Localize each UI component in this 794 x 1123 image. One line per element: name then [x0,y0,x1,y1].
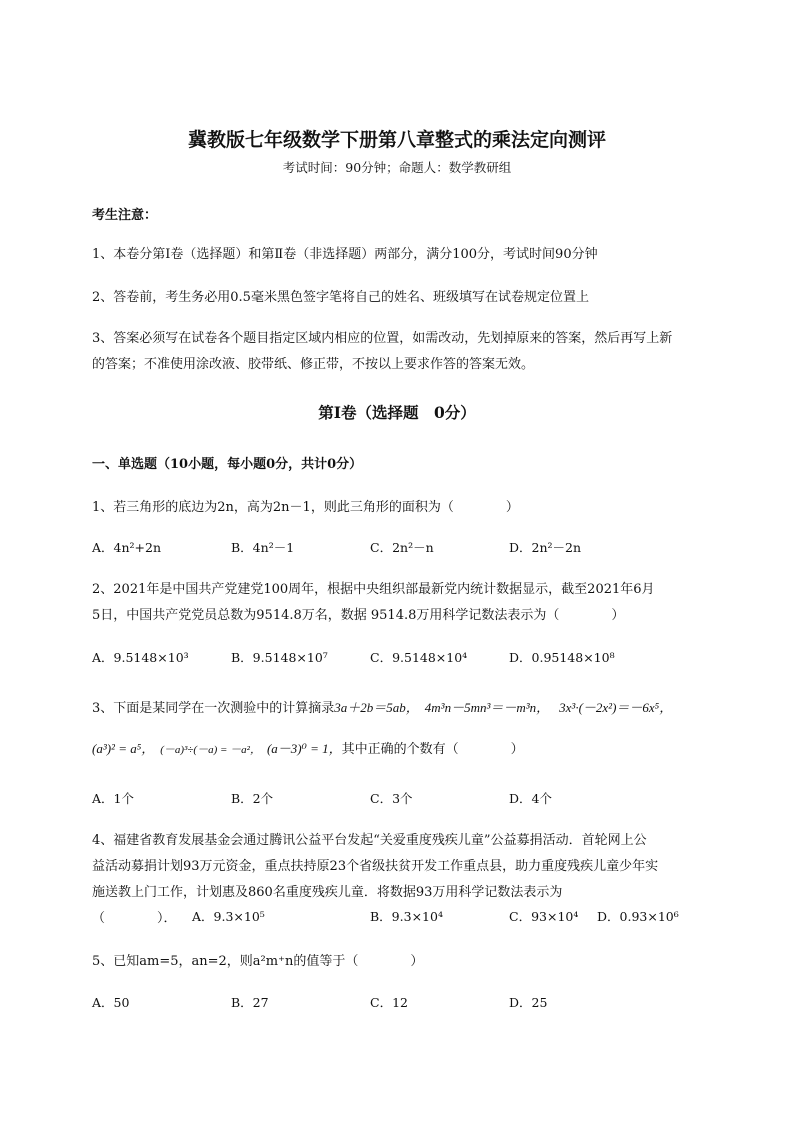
part-heading: 一、单选题（10小题，每小题0分，共计0分） [92,457,363,472]
question-3-expr-4: (a³)² = a⁵， [92,741,155,756]
question-3-expr-2: 4m³n－5mn³＝－m³n， [424,700,550,715]
exam-info: 考试时间：90分钟；命题人：数学教研组 [282,160,512,175]
question-2-option-b: B．9.5148×10⁷ [231,650,328,665]
question-3-expr-1: 3a＋2b＝5ab， [334,700,419,715]
page-title: 冀教版七年级数学下册第八章整式的乘法定向测评 [187,129,606,151]
question-4-option-d: D．0.93×10⁶ [597,909,679,924]
question-4-line-3: 施送教上门工作，计划惠及860名重度残疾儿童．将数据93万用科学记数法表示为 [92,885,563,900]
question-3-option-c: C．3个 [370,791,413,806]
question-1-stem: 1、若三角形的底边为2n，高为2n－1，则此三角形的面积为（ ） [92,500,519,515]
question-4-line-2: 益活动募捐计划93万元资金，重点扶持原23个省级扶贫开发工作重点县，助力重度残疾儿童少年实 [92,859,659,874]
question-2-option-d: D．0.95148×10⁸ [509,650,615,665]
question-4-option-c: C．93×10⁴ [509,909,579,924]
question-3-expr-3: 3x³·(－2x²)＝－6x⁵， [559,700,673,715]
question-2-option-a: A．9.5148×10³ [92,650,189,665]
question-5-option-d: D．25 [509,995,548,1010]
notice-item-1: 1、本卷分第Ⅰ卷（选择题）和第Ⅱ卷（非选择题）两部分，满分100分，考试时间90分钟 [92,247,598,262]
question-5-option-a: A．50 [92,995,130,1010]
question-1-option-d: D．2n²－2n [509,540,582,555]
notice-item-2: 2、答卷前，考生务必用0.5毫米黑色签字笔将自己的姓名、班级填写在试卷规定位置上 [92,290,589,305]
question-4-option-b: B．9.3×10⁴ [370,909,443,924]
question-4-option-a: A．9.3×10⁵ [192,909,265,924]
question-3-line-2 [92,738,524,757]
question-5-option-b: B．27 [231,995,269,1010]
question-3-prefix: 3、下面是某同学在一次测验中的计算摘录 [92,701,335,716]
notice-heading: 考生注意： [92,208,158,223]
question-3-line-1 [92,697,672,716]
question-3-suffix: 其中正确的个数有（ ） [341,742,524,757]
question-3-option-d: D．4个 [509,791,552,806]
question-2-line-2: 5日，中国共产党党员总数为9514.8万名，数据 9514.8万用科学记数法表示为（ ） [92,608,625,623]
question-1-option-c: C．2n²－n [370,540,434,555]
question-1-option-a: A．4n²+2n [92,540,162,555]
notice-item-3-line2: 的答案；不准使用涂改液、胶带纸、修正带，不按以上要求作答的答案无效。 [92,357,535,372]
question-3-option-b: B．2个 [231,791,274,806]
question-3-expr-5: (－a)³÷(－a) = －a²， [160,744,261,756]
question-5-stem: 5、已知am=5，an=2，则a²m⁺n的值等于（ ） [92,954,424,969]
question-2-option-c: C．9.5148×10⁴ [370,650,468,665]
notice-item-3-line1: 3、答案必须写在试卷各个题目指定区域内相应的位置，如需改动，先划掉原来的答案，然后再写上新 [92,331,673,346]
question-1-option-b: B．4n²－1 [231,540,295,555]
question-5-option-c: C．12 [370,995,408,1010]
question-4-line-4: （ ）． [92,911,177,926]
question-2-line-1: 2、2021年是中国共产党建党100周年，根据中央组织部最新党内统计数据显示，截至2021年6月 [92,582,655,597]
question-3-option-a: A．1个 [92,791,134,806]
question-3-expr-6: (a－3)⁰ = 1， [266,741,342,756]
section-title: 第Ⅰ卷（选择题 0分） [318,403,476,422]
question-4-line-1: 4、福建省教育发展基金会通过腾讯公益平台发起“关爱重度残疾儿童”公益募捐活动．首轮网上公 [92,833,647,848]
